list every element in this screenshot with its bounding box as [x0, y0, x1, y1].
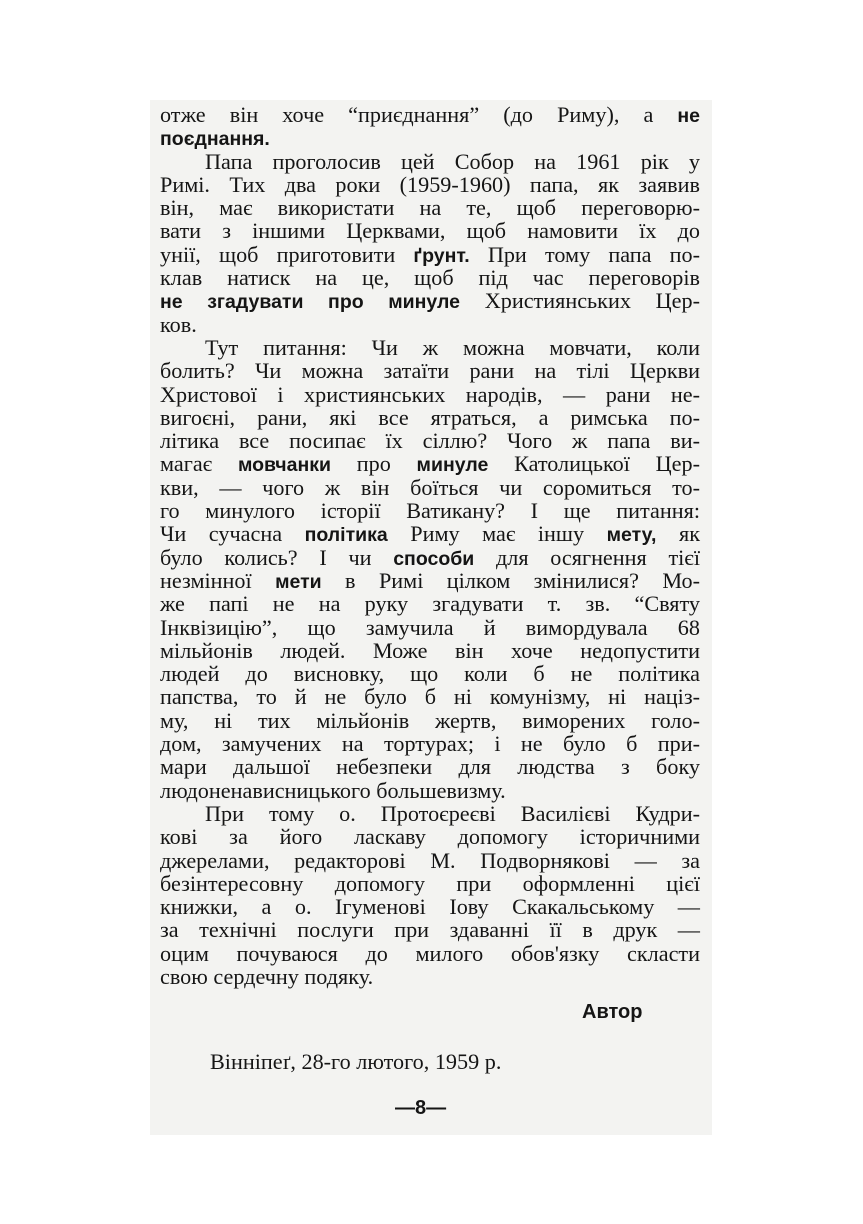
- text-run: людоненависницького большевизму.: [160, 777, 506, 803]
- text-line: [160, 662, 700, 685]
- text-line: [160, 779, 700, 802]
- bold-text: мету,: [606, 524, 657, 547]
- bold-text: не: [677, 105, 700, 127]
- text-run: кові за його ласкаву допомогу історичними: [160, 824, 700, 850]
- bold-text: політика: [304, 524, 388, 547]
- text-line: [160, 802, 700, 825]
- text-line: [160, 965, 700, 988]
- text-run: оцим почуваюся до милого обов'язку скласти: [160, 940, 700, 966]
- text-line: [160, 546, 700, 569]
- text-line: [160, 429, 700, 452]
- text-run: клав натиск на це, щоб під час переговорів: [160, 265, 700, 291]
- bold-text: ґрунт.: [413, 244, 470, 267]
- text-run: Папа проголосив цей Собор на 1961 рік у: [205, 148, 700, 174]
- text-line: [160, 639, 700, 662]
- text-run: магає: [160, 451, 238, 477]
- author-signature: Автор: [582, 1001, 643, 1023]
- page-number: —8—: [395, 1097, 447, 1119]
- text-line: [160, 709, 700, 732]
- text-run: Тут питання: Чи ж можна мовчати, коли: [205, 334, 700, 360]
- text-run: безінтересовну допомогу при оформленні цієї: [160, 870, 700, 896]
- text-line: [160, 685, 700, 708]
- text-line: [160, 872, 700, 895]
- bold-text: не згадувати про минуле: [160, 291, 460, 314]
- text-run: го минулого історії Ватикану? І ще питання:: [160, 498, 700, 524]
- text-line: [160, 592, 700, 615]
- text-line: [160, 825, 700, 848]
- text-run: ков.: [160, 311, 197, 337]
- text-run: про: [330, 451, 417, 477]
- text-run: мільйонів людей. Може він хоче недопустити: [160, 637, 700, 663]
- text-run: в Римі цілком змінилися? Мо-: [321, 567, 700, 593]
- text-run: отже він хоче “приєднання” (до Риму), а: [160, 102, 678, 127]
- text-run: людей до висновку, що коли б не політика: [160, 661, 700, 687]
- text-run: свою сердечну подяку.: [160, 963, 374, 989]
- text-line: [160, 126, 700, 149]
- text-run: унії, щоб приготовити: [160, 241, 414, 267]
- text-run: вигоєні, рани, які все ятраться, а римська по-: [160, 404, 700, 430]
- bold-text: способи: [393, 547, 475, 570]
- text-run: вати з іншими Церквами, щоб намовити їх до: [160, 218, 700, 244]
- text-line: [160, 616, 700, 639]
- text-run: для осягнення тієї: [474, 544, 700, 570]
- text-line: [160, 732, 700, 755]
- text-run: кви, — чого ж він боїться чи соромиться то-: [160, 474, 700, 500]
- text-run: дом, замучених на тортурах; і не було б при-: [160, 731, 700, 757]
- text-run: мари дальшої небезпеки для людства з боку: [160, 754, 700, 780]
- text-run: При тому о. Протоєреєві Василієві Кудри-: [205, 800, 700, 826]
- text-line: [160, 289, 700, 312]
- text-line: [160, 755, 700, 778]
- text-line: [160, 150, 700, 173]
- text-run: незмінної: [160, 567, 276, 593]
- text-line: [160, 499, 700, 522]
- text-line: [160, 336, 700, 359]
- text-line: [160, 243, 700, 266]
- text-run: Католицької Цер-: [488, 451, 700, 477]
- text-line: [160, 849, 700, 872]
- text-line: [160, 895, 700, 918]
- text-run: болить? Чи можна затаїти рани на тілі Церкви: [160, 358, 700, 384]
- text-run: Інквізицію”, що замучила й вимордувала 68: [160, 614, 700, 640]
- text-run: як: [656, 521, 700, 547]
- text-run: він, має використати на те, щоб переговорю-: [160, 195, 700, 221]
- text-run: папства, то й не було б ні комунізму, ні націз-: [160, 684, 700, 710]
- text-line: [160, 359, 700, 382]
- text-run: книжки, а о. Ігуменові Іову Скакальському —: [160, 894, 700, 920]
- bold-text: мовчанки: [237, 454, 331, 477]
- text-line: [160, 103, 700, 126]
- text-run: літика все посипає їх сіллю? Чого ж папа ви-: [160, 428, 700, 454]
- text-line: [160, 569, 700, 592]
- bold-text: мети: [275, 570, 322, 593]
- text-run: джерелами, редакторові М. Подворнякові — за: [160, 847, 700, 873]
- text-run: му, ні тих мільйонів жертв, виморених голо-: [160, 707, 700, 733]
- text-run: же папі не на руку згадувати т. зв. “Святу: [160, 591, 700, 617]
- text-run: Христової і християнських народів, — рани не-: [160, 381, 700, 407]
- text-run: за технічні послуги при здаванні її в друк —: [160, 917, 700, 943]
- text-line: [160, 476, 700, 499]
- text-run: Римі. Тих два роки (1959-1960) папа, як заявив: [160, 171, 700, 197]
- text-run: було колись? І чи: [160, 544, 394, 570]
- text-line: [160, 918, 700, 941]
- text-line: [160, 452, 700, 475]
- text-run: Риму має іншу: [387, 521, 607, 547]
- date-line: Вінніпеґ, 28-го лютого, 1959 р.: [210, 1049, 502, 1074]
- text-line: [160, 406, 700, 429]
- text-run: Християнських Цер-: [460, 288, 700, 314]
- text-run: Чи сучасна: [160, 521, 305, 547]
- bold-text: поєднання.: [160, 128, 270, 151]
- body-text: [160, 103, 700, 988]
- text-line: [160, 522, 700, 545]
- text-line: [160, 266, 700, 289]
- text-run: При тому папа по-: [469, 241, 700, 267]
- text-line: [160, 313, 700, 336]
- text-line: [160, 383, 700, 406]
- bold-text: минуле: [416, 454, 489, 477]
- text-line: [160, 219, 700, 242]
- text-line: [160, 196, 700, 219]
- text-line: [160, 942, 700, 965]
- text-line: [160, 173, 700, 196]
